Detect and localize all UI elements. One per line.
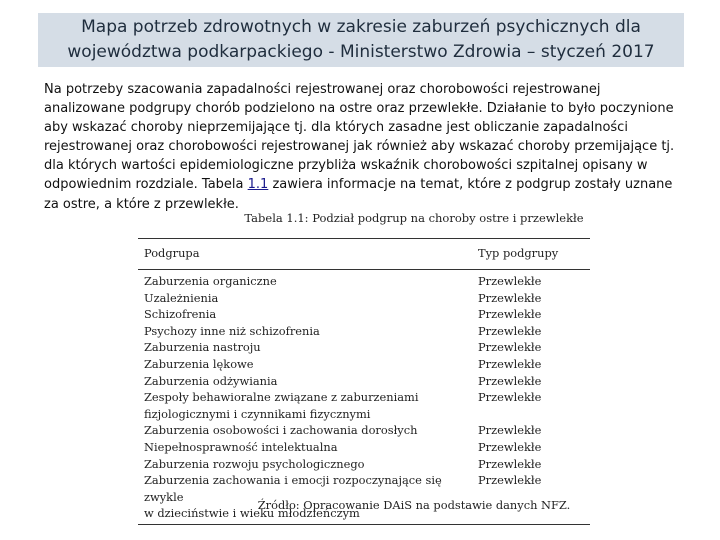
cell-subgroup: Zaburzenia rozwoju psychologicznego (144, 456, 365, 471)
cell-subgroup: Zaburzenia zachowania i emocji rozpoczynające się zwykle (144, 473, 442, 504)
header-type: Typ podgrupy (478, 246, 559, 260)
cell-subgroup: Zaburzenia nastroju (144, 340, 261, 355)
header-subgroup: Podgrupa (144, 246, 200, 260)
table-row (138, 373, 590, 390)
cell-type: Przewlekłe (478, 356, 542, 371)
cell-subgroup: Zespoły behawioralne związane z zaburzeniami (144, 390, 419, 405)
cell-subgroup: fizjologicznymi i czynnikami fizycznymi (144, 406, 371, 421)
slide-title-line-2: województwa podkarpackiego - Ministerstwo Zdrowia – styczeń 2017 (67, 42, 655, 62)
cell-type: Przewlekłe (478, 439, 542, 454)
cell-type: Przewlekłe (478, 456, 542, 471)
cell-type: Przewlekłe (478, 373, 542, 388)
table-header-rule (138, 269, 590, 270)
table-row (138, 290, 590, 307)
cell-type: Przewlekłe (478, 290, 542, 305)
slide-title (38, 13, 684, 67)
table-body (138, 273, 590, 522)
cell-subgroup: Zaburzenia osobowości i zachowania dorosłych (144, 423, 418, 438)
table-caption: Tabela 1.1: Podział podgrup na choroby ostre i przewlekłe (244, 211, 584, 225)
table-header-row (138, 239, 590, 267)
subgroup-table (138, 238, 590, 525)
cell-type: Przewlekłe (478, 340, 542, 355)
cell-subgroup: Zaburzenia lękowe (144, 356, 254, 371)
slide-title-line-1: Mapa potrzeb zdrowotnych w zakresie zaburzeń psychicznych dla (81, 17, 641, 37)
table-row (138, 456, 590, 473)
table-bottom-rule (138, 524, 590, 525)
table-row (138, 356, 590, 373)
cell-subgroup: Schizofrenia (144, 307, 217, 322)
cell-subgroup: w dzieciństwie i wieku młodzieńczym (144, 506, 360, 521)
cell-subgroup: Zaburzenia organiczne (144, 274, 277, 288)
cell-type (474, 406, 590, 423)
table-row (138, 273, 590, 290)
cell-type: Przewlekłe (478, 307, 542, 322)
cell-type: Przewlekłe (478, 423, 542, 438)
cell-subgroup: Uzależnienia (144, 290, 219, 305)
table-row (138, 389, 590, 406)
cell-type: Przewlekłe (478, 323, 542, 338)
table-row (138, 439, 590, 456)
cell-type: Przewlekłe (478, 473, 542, 488)
cell-subgroup: Niepełnosprawność intelektualna (144, 439, 338, 454)
table-row (138, 323, 590, 340)
table-source-note: Źródło: Opracowanie DAiS na podstawie danych NFZ. (257, 498, 571, 512)
cell-subgroup: Psychozy inne niż schizofrenia (144, 323, 320, 338)
intro-paragraph (44, 80, 684, 214)
table-row (138, 339, 590, 356)
table-reference-link[interactable]: 1.1 (247, 177, 269, 193)
intro-text-after: zawiera informacje na temat, które z podgrup zostały uznane za ostre, a które z przewlekłe. (44, 177, 673, 212)
table-row (138, 306, 590, 323)
cell-type: Przewlekłe (478, 390, 542, 405)
table-row (138, 406, 590, 423)
cell-type: Przewlekłe (478, 274, 542, 288)
cell-subgroup: Zaburzenia odżywiania (144, 373, 278, 388)
table-row (138, 422, 590, 439)
intro-text-before: Na potrzeby szacowania zapadalności rejestrowanej oraz chorobowości rejestrowanej analizowane podgrupy chorób podzielono na ostre oraz przewlekłe. Działanie to było poczynione aby wskazać choroby nieprzemijające tj. dla których zasadne jest obliczanie zapadalności rejestrowanej oraz chorobowości rejestrowanej jak również aby wskazać choroby przemijające tj. dla których wartości epidemiologiczne przybliża wskaźnik chorobowości szpitalnej opisany w odpowiednim rozdziale. Tabela (44, 82, 675, 193)
